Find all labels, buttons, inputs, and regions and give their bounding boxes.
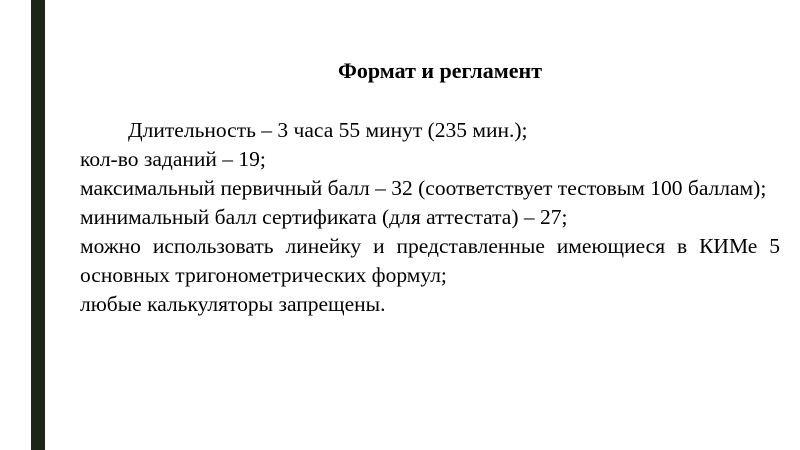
max-score-line: максимальный первичный балл – 32 (соответствует тестовым 100 баллам);: [80, 176, 767, 200]
tasks-count-line: кол-во заданий – 19;: [80, 147, 266, 171]
min-score-line: минимальный балл сертификата (для аттестата) – 27;: [80, 205, 568, 229]
calculators-line: любые калькуляторы запрещены.: [80, 292, 386, 316]
duration-line: Длительность – 3 часа 55 минут (235 мин.);: [128, 118, 528, 142]
slide-side-bar: [31, 0, 45, 450]
allowed-tools-line: можно использовать линейку и представленные имеющиеся в КИМе 5 основных тригонометрических формул;: [80, 234, 780, 287]
slide-body: [80, 116, 780, 319]
slide-title: Формат и регламент: [338, 58, 542, 83]
